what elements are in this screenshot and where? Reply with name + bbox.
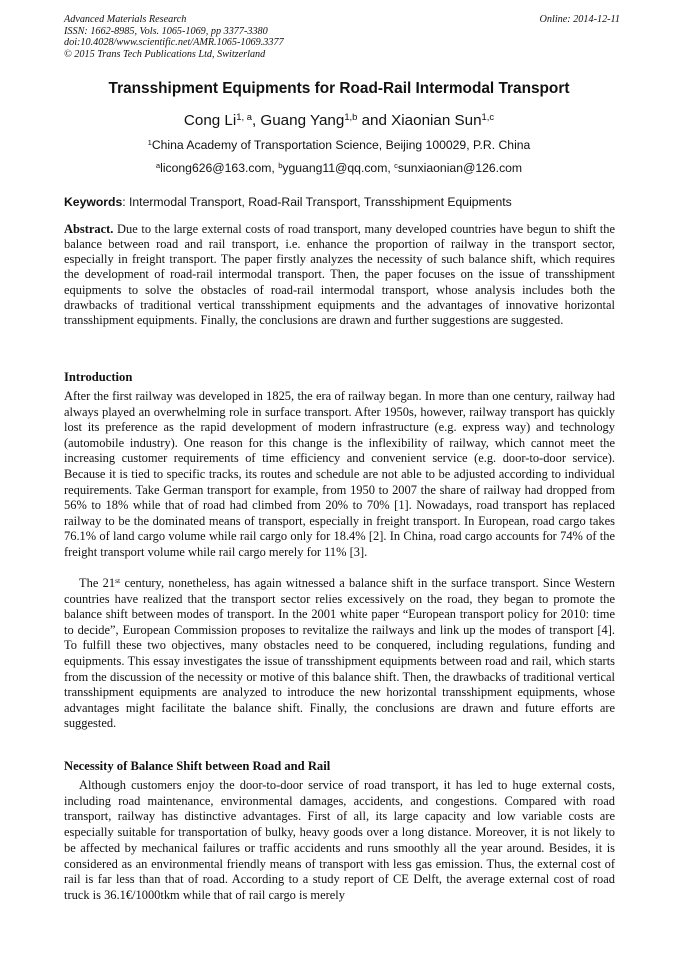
doi-line: doi:10.4028/www.scientific.net/AMR.1065-1069.3377: [64, 37, 284, 49]
keywords-label: Keywords: [64, 195, 123, 209]
author-emails: [40, 161, 638, 175]
affiliation: [40, 138, 638, 152]
copyright-line: © 2015 Trans Tech Publications Ltd, Switzerland: [64, 48, 266, 60]
ordinal-suffix: st: [115, 575, 121, 585]
email-marker: c: [394, 160, 398, 170]
section-heading-necessity: Necessity of Balance Shift between Road and Rail: [64, 759, 331, 773]
issn-line: ISSN: 1662-8985, Vols. 1065-1069, pp 3377-3380: [64, 25, 268, 37]
author-affiliation-marker: 1,b: [344, 110, 358, 122]
author-affiliation-marker: 1,c: [481, 110, 495, 122]
author-affiliation-marker: 1, a: [236, 110, 252, 122]
journal-name: Advanced Materials Research: [64, 14, 187, 25]
email-address: sunxiaonian@126.com: [397, 161, 523, 175]
introduction-paragraph-2: [64, 576, 615, 732]
author-name: Guang Yang: [260, 112, 345, 129]
paper-title: Transshipment Equipments for Road-Rail Intermodal Transport: [108, 80, 570, 97]
keywords: [64, 195, 620, 209]
necessity-paragraph-1: Although customers enjoy the door-to-door service of road transport, it has led to huge external costs, including road maintenance, environmental damages, accidents, and congestions. Compared with road transport, railway has distinctive advantages. First of all, its large capacity and low variable costs are especially suitable for transportation of bulky, heavy goods over a long distance. Moreover, it is not likely to be affected by mechanical failures or traffic accidents and runs smoothly all the year around. Besides, it is considered as an environmental friendly means of transport with less gas emission. Thus, the external cost of rail is far less than that of road. According to a study report of CE Delft, the average external cost of road truck is 36.1€/1000tkm while that of rail cargo is merely: [64, 778, 615, 902]
abstract-label: Abstract.: [64, 222, 114, 236]
section-heading-introduction: Introduction: [64, 370, 133, 384]
author-separator: ,: [251, 112, 261, 129]
affiliation-text: China Academy of Transportation Science, Beijing 100029, P.R. China: [151, 138, 531, 152]
author-list: [40, 112, 638, 129]
author-name: Xiaonian Sun: [391, 112, 482, 129]
online-date: Online: 2014-12-11: [539, 14, 620, 25]
paragraph-text: century, nonetheless, has again witnessed a balance shift in the surface transport. Since Western countries have realized that the transport sector relies excessively on the road, they began to promote the balance shift between modes of transport. In the 2001 white paper “European transport policy for 2010: time to decide”, European Commission proposes to revitalize the railways and link up the modes of transport [4]. To fulfill these two objectives, many obstacles need to be conquered, including regulations, funding and equipments. This essay investigates the issue of transshipment equipments between road and rail, which starts from the discussion of the necessity or motive of this balance shift. Then, the drawbacks of traditional vertical transshipment equipments are analyzed to introduce the new horizontal transshipment equipments, whose advantages might facilitate the balance shift. Finally, the conclusions are drawn and future efforts are suggested.: [64, 576, 615, 731]
email-marker: a: [155, 160, 161, 170]
email-address: yguang11@qq.com,: [282, 161, 395, 175]
running-header: [64, 14, 620, 60]
introduction-paragraph-1: After the first railway was developed in 1825, the era of railway began. In more than one century, railway had always played an overwhelming role in surface transport. After 1950s, however, railway transport has quickly lost its preference as the rapid development of modern infrastructure (e.g. express way) and technology (automobile industry). One reason for this change is the inflexibility of railway, which cannot meet the increasing customer requirements of time efficiency and convenient service (e.g. door-to-door service). Because it is tied to specific tracks, its routes and schedule are not able to be adjusted according to individual requirements. Take German transport for example, from 1950 to 2007 the share of railway had dropped from 56% to 18% while that of road had climbed from 20% to 70% [1]. Nowadays, road transport has replaced railway to be the dominated means of transport, especially in freight transport. In European, road cargo takes 76.1% of land cargo volume while rail cargo only for 18.4% [2]. In China, road cargo accounts for 74% of the freight transport volume while rail cargo merely for 11% [3].: [64, 389, 615, 559]
author-name: Cong Li: [183, 112, 237, 129]
author-separator: and: [357, 112, 392, 129]
email-address: licong626@163.com,: [160, 161, 279, 175]
keywords-text: : Intermodal Transport, Road-Rail Transport, Transshipment Equipments: [122, 195, 512, 209]
abstract-text: Due to the large external costs of road transport, many developed countries have begun to shift the balance between road and rail transport, i.e. enhance the proportion of railway in the transport sector, especially in freight transport. The paper firstly analyzes the necessity of such balance shift, which requires the development of road-rail intermodal transport. Then, the paper focuses on the issue of transshipment equipments to solve the obstacles of road-rail intermodal transport, whose analysis includes both the drawbacks of traditional vertical transshipment equipments and the advantages of innovative horizontal transshipment equipments. Finally, the conclusions are drawn and further suggestions are suggested.: [64, 222, 615, 327]
abstract: [64, 222, 615, 328]
email-marker: b: [278, 160, 283, 170]
affiliation-marker: 1: [147, 137, 152, 147]
paragraph-text: The 21: [79, 576, 116, 590]
